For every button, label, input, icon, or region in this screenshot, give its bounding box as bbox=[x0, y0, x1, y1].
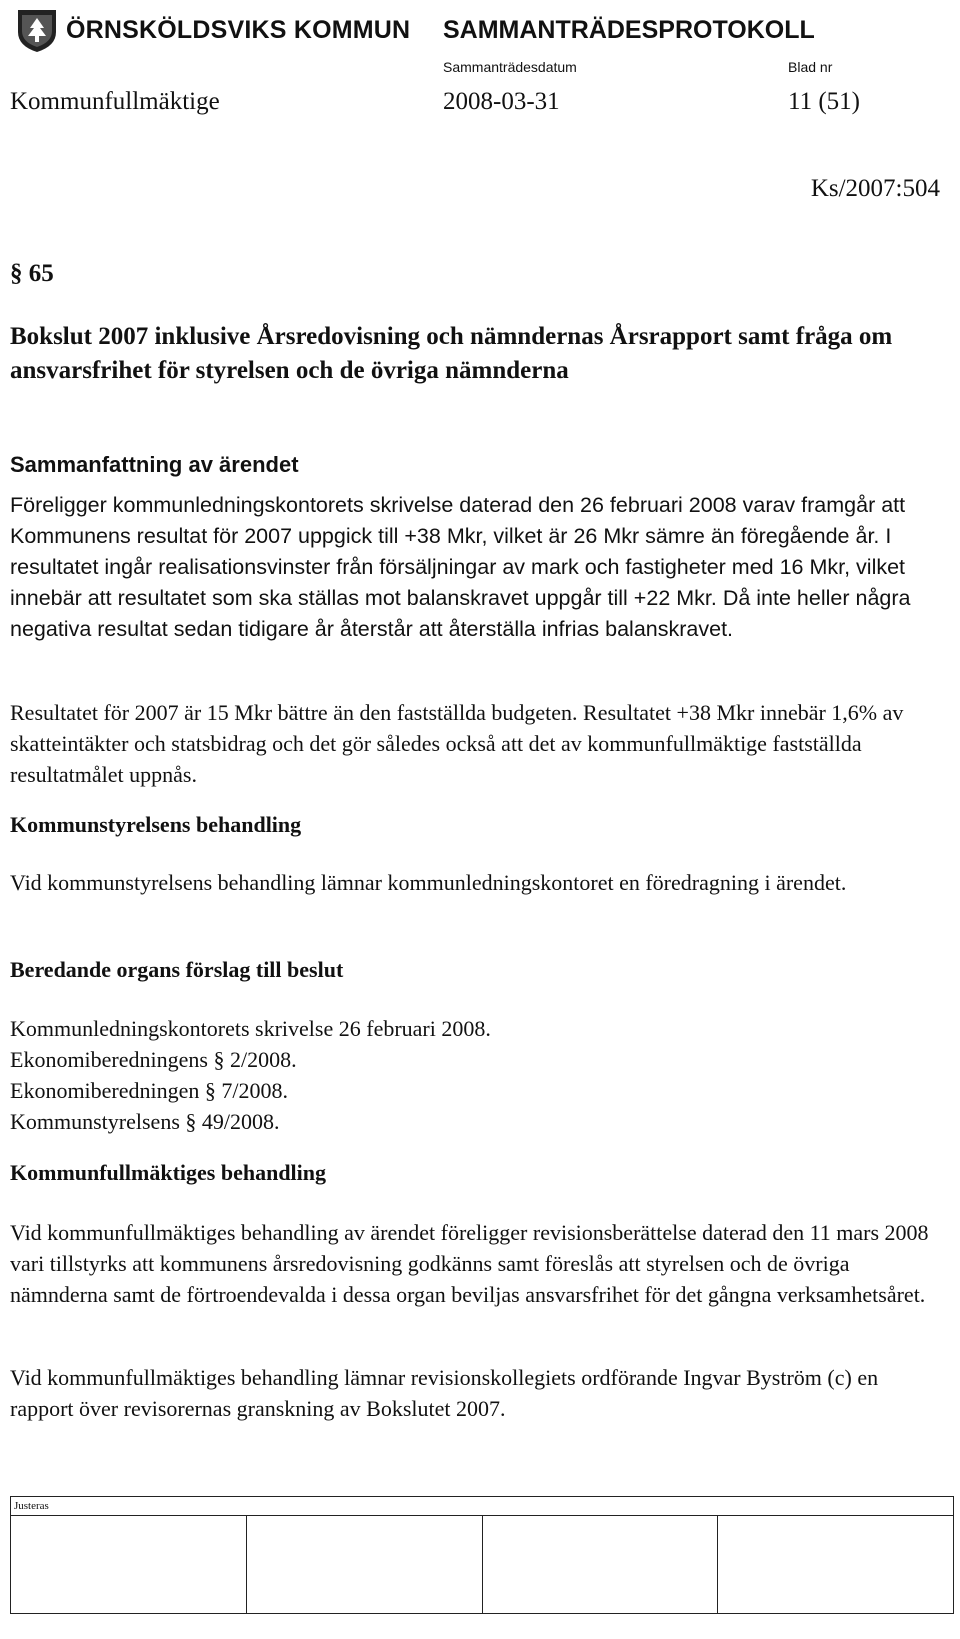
signature-table bbox=[10, 1496, 954, 1614]
page-number: 11 (51) bbox=[788, 88, 860, 115]
board-handling-heading: Kommunstyrelsens behandling bbox=[10, 812, 302, 837]
signature-cell bbox=[246, 1516, 482, 1614]
summary-heading: Sammanfattning av ärendet bbox=[10, 452, 299, 477]
list-item: Kommunledningskontorets skrivelse 26 februari 2008. bbox=[10, 1016, 491, 1041]
council-handling-heading: Kommunfullmäktiges behandling bbox=[10, 1160, 327, 1185]
proposal-list bbox=[10, 1013, 945, 1137]
signature-cell bbox=[718, 1516, 954, 1614]
proposal-heading: Beredande organs förslag till beslut bbox=[10, 957, 344, 982]
signature-header-cell bbox=[11, 1497, 954, 1516]
document-type: SAMMANTRÄDESPROTOKOLL bbox=[443, 16, 815, 44]
list-item: Kommunstyrelsens § 49/2008. bbox=[10, 1109, 280, 1134]
signature-cell bbox=[11, 1516, 247, 1614]
organization-name: ÖRNSKÖLDSVIKS KOMMUN bbox=[66, 16, 411, 44]
section-title: Bokslut 2007 inklusive Årsredovisning och nämndernas Årsrapport samt fråga om ansvarsfrihet för styrelsen och de övriga nämnderna bbox=[10, 323, 893, 384]
paragraph-number: § 65 bbox=[10, 260, 54, 287]
case-reference: Ks/2007:504 bbox=[810, 175, 940, 202]
assembly-name: Kommunfullmäktige bbox=[10, 88, 220, 115]
justeras-label: Justeras bbox=[14, 1500, 49, 1512]
council-handling-text-1: Vid kommunfullmäktiges behandling av ärendet föreligger revisionsberättelse daterad den 11 mars 2008 vari tillstyrks att kommunens årsredovisning godkänns samt föreslås att styrelsen och de övriga nämnderna samt de förtroendevalda i dessa organ beviljas ansvarsfrihet för det gångna verksamhetsåret. bbox=[10, 1220, 929, 1307]
summary-text: Föreligger kommunledningskontorets skrivelse daterad den 26 februari 2008 varav framgår att Kommunens resultat för 2007 uppgick till +38 Mkr, vilket är 26 Mkr sämre än föregående år. I resultatet ingår realisationsvinster från försäljningar av mark och fastigheter med 16 Mkr, vilket innebär att resultatet som ska ställas mot balanskravet uppgår till +22 Mkr. Då inte heller några negativa resultat sedan tidigare år återstår att återställa infrias balanskravet. bbox=[10, 493, 911, 641]
page-number-label: Blad nr bbox=[788, 59, 833, 75]
meeting-date: 2008-03-31 bbox=[443, 88, 560, 115]
signature-cell bbox=[482, 1516, 718, 1614]
meeting-date-label: Sammanträdesdatum bbox=[443, 59, 577, 75]
list-item: Ekonomiberedningens § 2/2008. bbox=[10, 1047, 297, 1072]
municipality-crest-logo bbox=[14, 6, 60, 54]
council-handling-text-2: Vid kommunfullmäktiges behandling lämnar revisionskollegiets ordförande Ingvar Byström (c) en rapport över revisorernas granskning av Bokslutet 2007. bbox=[10, 1365, 879, 1421]
board-handling-text: Vid kommunstyrelsens behandling lämnar kommunledningskontoret en föredragning i ärendet. bbox=[10, 870, 847, 895]
list-item: Ekonomiberedningen § 7/2008. bbox=[10, 1078, 289, 1103]
signature-grid bbox=[10, 1496, 954, 1614]
result-text: Resultatet för 2007 är 15 Mkr bättre än den fastställda budgeten. Resultatet +38 Mkr innebär 1,6% av skatteintäkter och statsbidrag och det gör således också att det av kommunfullmäktige fastställda resultatmålet uppnås. bbox=[10, 700, 904, 787]
